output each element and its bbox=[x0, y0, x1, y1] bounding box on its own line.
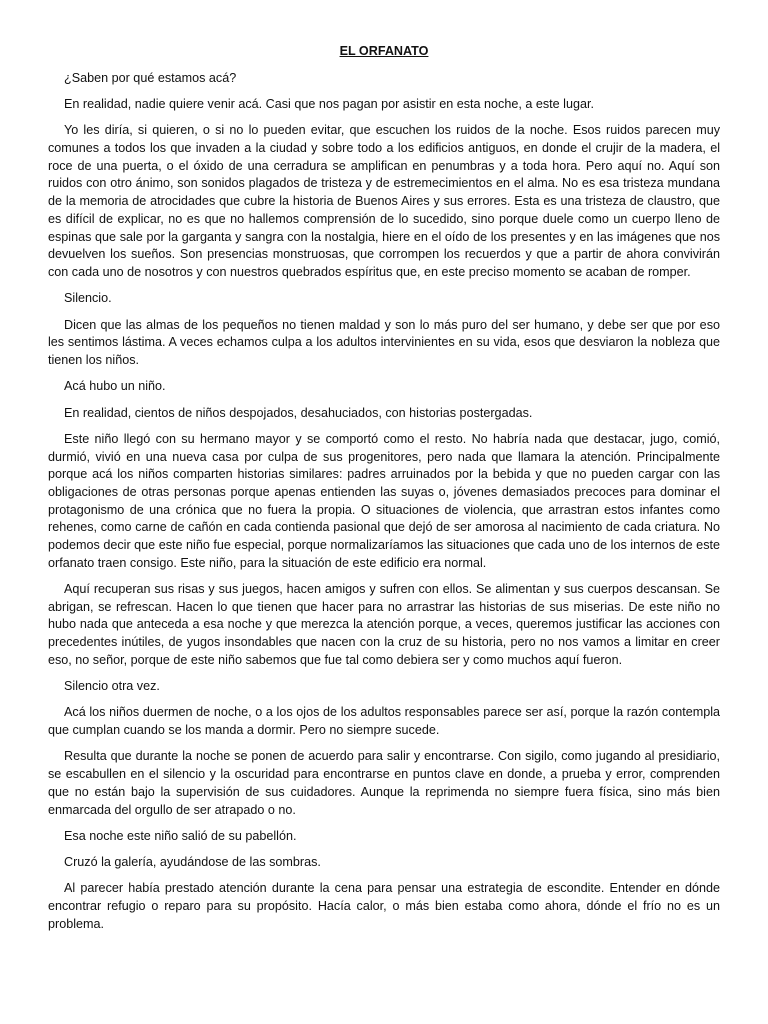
paragraph-6: Acá hubo un niño. bbox=[64, 379, 166, 394]
paragraph-1: ¿Saben por qué estamos acá? bbox=[64, 70, 237, 85]
paragraph-11: Acá los niños duermen de noche, o a los ojos de los adultos responsables parece ser así, porque la razón contempla que cumplan cuando se los manda a dormir. Pero no siempre sucede. bbox=[48, 705, 720, 738]
paragraph-12: Resulta que durante la noche se ponen de acuerdo para salir y encontrarse. Con sigilo, como jugando al presidiario, se escabullen en el silencio y la oscuridad para encontrarse en puntos clave en donde, a prueba y error, comprenden que no están bajo la supervisión de sus cuidadores. Aunque la reprimenda no siempre fuera física, sino más bien enmarcada del orgullo de ser atrapado o no. bbox=[48, 749, 720, 817]
paragraph-9: Aquí recuperan sus risas y sus juegos, hacen amigos y sufren con ellos. Se alimentan y sus cuerpos descansan. Se abrigan, se refrescan. Hacen lo que tienen que hacer para no arrastrar las historias de sus miserias. De este niño no hubo nada que anteceda a esa noche y que merezca la atención porque, a veces, queremos justificar las acciones con precedentes inútiles, de yugos insondables que nacen con la cruz de su historia, pero no nos vamos a limitar en creer eso, no señor, porque de este niño sabemos que fue tal como debiera ser y como muchos aquí fueron. bbox=[48, 582, 720, 667]
paragraph-5: Dicen que las almas de los pequeños no tienen maldad y son lo más puro del ser humano, y debe ser que por eso les sentimos lástima. A veces echamos culpa a los adultos intervinientes en su vida, esos que desviaron la nobleza que tienen los niños. bbox=[48, 317, 720, 367]
paragraph-14: Cruzó la galería, ayudándose de las sombras. bbox=[64, 855, 321, 870]
paragraph-7: En realidad, cientos de niños despojados, desahuciados, con historias postergadas. bbox=[64, 405, 533, 420]
paragraph-13: Esa noche este niño salió de su pabellón. bbox=[64, 828, 297, 843]
paragraph-4: Silencio. bbox=[64, 291, 112, 306]
paragraph-15: Al parecer había prestado atención durante la cena para pensar una estrategia de escondite. Entender en dónde encontrar refugio o reparo para su propósito. Hacía calor, o más bien estaba como ahora, dónde el frío no es un problema. bbox=[48, 881, 720, 931]
paragraph-2: En realidad, nadie quiere venir acá. Casi que nos pagan por asistir en esta noche, a este lugar. bbox=[64, 97, 594, 111]
paragraph-10: Silencio otra vez. bbox=[64, 679, 160, 694]
paragraph-3: Yo les diría, si quieren, o si no lo pueden evitar, que escuchen los ruidos de la noche. Esos ruidos parecen muy comunes a todos los que invaden a la ciudad y sobre todo a los edificios antiguos, en donde el crujir de la madera, el roce de una puerta, o el óxido de una cerradura se amplifican en penumbras y a toda hora. Pero aquí no. Aquí son ruidos con otro ánimo, son sonidos plagados de tristeza y de estremecimientos en el alma. No es esa tristeza mundana de la memoria de atrocidades que cubre la historia de Buenos Aires y sus errores. Esta es una tristeza de claustro, que es difícil de explicar, no es que no hallemos comprensión de lo sucedido, sino porque duele como un cuerpo lleno de espinas que sale por la garganta y sangra con la nostalgia, hiere en el oído de los presentes y en las imágenes que nos devuelven los sueños. Son presencias monstruosas, que corrompen los recuerdos y que a partir de ahora convivirán con cada uno de nosotros y con nuestros quebrados espíritus que, en este preciso momento se acaban de romper. bbox=[48, 123, 720, 279]
paragraph-8: Este niño llegó con su hermano mayor y se comportó como el resto. No habría nada que destacar, jugo, comió, durmió, vivió en una nueva casa por culpa de sus progenitores, pero nada que llamara la atención. Principalmente porque acá los niños comparten historias similares: padres arruinados por la bebida y que no pueden cargar con las obligaciones de otras personas porque apenas entienden las suyas o, jóvenes demasiados precoces para dominar el protagonismo de una crónica que no fuera la propia. O situaciones de violencia, que arrastran estos infantes como rehenes, como carne de cañón en cada contienda pasional que dejó de ser amorosa al nacimiento de cada criatura. No podemos decir que este niño fue especial, porque normalizaríamos las situaciones que cada uno de los internos de este orfanato traen consigo. Este niño, para la situación de este edificio era normal. bbox=[48, 431, 720, 570]
document-title: EL ORFANATO bbox=[339, 44, 429, 58]
